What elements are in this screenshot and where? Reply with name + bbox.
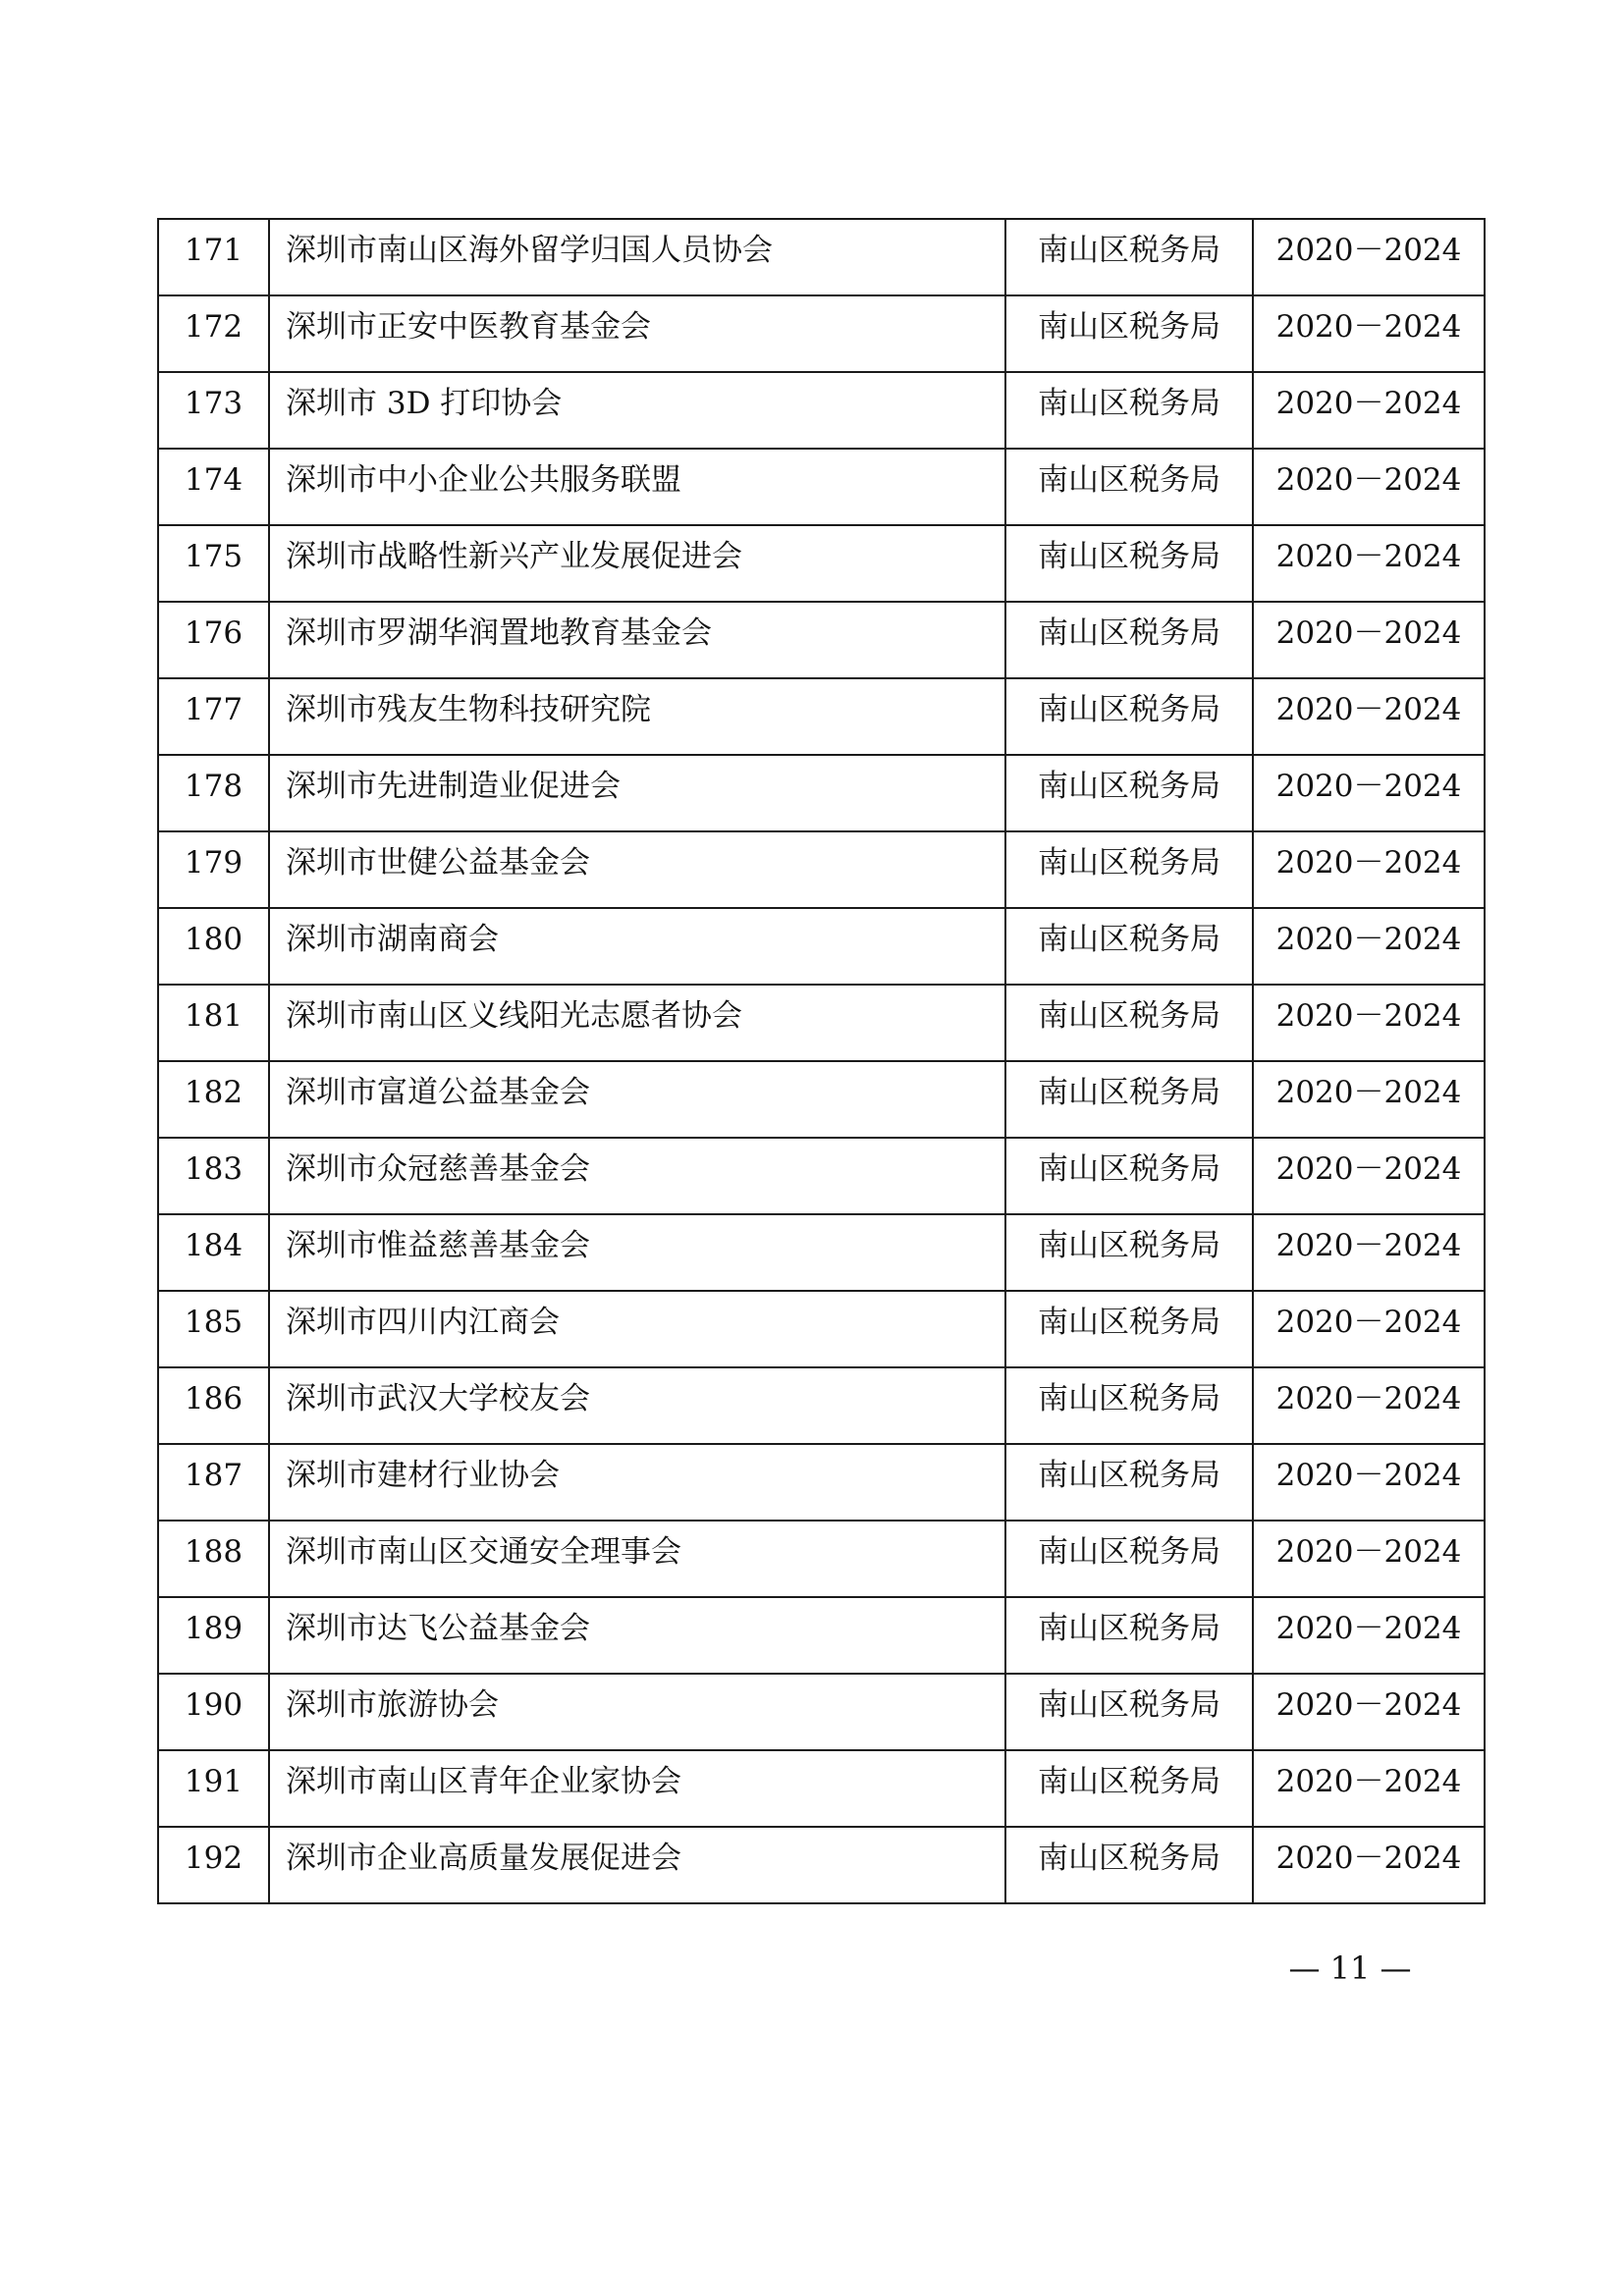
tax-bureau-cell [1005, 1061, 1253, 1138]
tax-bureau: 南山区税务局 [1038, 233, 1220, 268]
tax-bureau: 南山区税务局 [1038, 539, 1220, 574]
row-number-cell [158, 372, 269, 449]
table-row [158, 295, 1485, 372]
tax-bureau: 南山区税务局 [1038, 1841, 1220, 1876]
table-row [158, 1521, 1485, 1597]
organization-name: 深圳市 3D 打印协会 [286, 386, 563, 421]
row-number: 185 [184, 1305, 244, 1340]
validity-period-cell [1253, 295, 1485, 372]
validity-period: 2020－2024 [1275, 1687, 1462, 1723]
validity-period-cell [1253, 1291, 1485, 1367]
row-number: 183 [184, 1151, 244, 1187]
page-number: — 11 — [1288, 1949, 1412, 1987]
table-row [158, 831, 1485, 908]
validity-period: 2020－2024 [1275, 386, 1462, 421]
row-number-cell [158, 1061, 269, 1138]
tax-bureau: 南山区税务局 [1038, 462, 1220, 498]
validity-period: 2020－2024 [1275, 1151, 1462, 1187]
row-number: 187 [184, 1458, 244, 1493]
tax-bureau-cell [1005, 755, 1253, 831]
organization-name: 深圳市南山区海外留学归国人员协会 [286, 233, 773, 268]
organization-name-cell [269, 831, 1005, 908]
tax-bureau-cell [1005, 908, 1253, 985]
tax-bureau-cell [1005, 1597, 1253, 1674]
organization-name-cell [269, 755, 1005, 831]
organization-name-cell [269, 1444, 1005, 1521]
row-number-cell [158, 1214, 269, 1291]
row-number-cell [158, 1750, 269, 1827]
tax-bureau-cell [1005, 295, 1253, 372]
row-number: 191 [184, 1764, 244, 1799]
row-number: 186 [184, 1381, 244, 1416]
organization-name-cell [269, 449, 1005, 525]
row-number-cell [158, 602, 269, 678]
tax-bureau: 南山区税务局 [1038, 845, 1220, 881]
tax-bureau-cell [1005, 372, 1253, 449]
validity-period-cell [1253, 985, 1485, 1061]
row-number-cell [158, 1444, 269, 1521]
tax-bureau: 南山区税务局 [1038, 1687, 1220, 1723]
organization-name: 深圳市富道公益基金会 [286, 1075, 590, 1110]
organization-name-cell [269, 295, 1005, 372]
organization-name: 深圳市先进制造业促进会 [286, 769, 621, 804]
table-row [158, 678, 1485, 755]
row-number-cell [158, 755, 269, 831]
validity-period-cell [1253, 1750, 1485, 1827]
tax-bureau: 南山区税务局 [1038, 692, 1220, 727]
row-number: 182 [184, 1075, 244, 1110]
organization-name-cell [269, 1291, 1005, 1367]
organization-name: 深圳市南山区青年企业家协会 [286, 1764, 681, 1799]
organization-name: 深圳市中小企业公共服务联盟 [286, 462, 681, 498]
validity-period: 2020－2024 [1275, 922, 1462, 957]
row-number: 176 [184, 615, 244, 651]
organization-table [157, 218, 1486, 1904]
table-row [158, 908, 1485, 985]
organization-name-cell [269, 908, 1005, 985]
validity-period: 2020－2024 [1275, 1305, 1462, 1340]
organization-name-cell [269, 1674, 1005, 1750]
organization-name-cell [269, 372, 1005, 449]
tax-bureau-cell [1005, 1291, 1253, 1367]
validity-period: 2020－2024 [1275, 309, 1462, 345]
row-number-cell [158, 1367, 269, 1444]
table-row [158, 449, 1485, 525]
tax-bureau: 南山区税务局 [1038, 1151, 1220, 1187]
organization-name-cell [269, 602, 1005, 678]
table-row [158, 525, 1485, 602]
organization-name-cell [269, 1367, 1005, 1444]
validity-period-cell [1253, 1827, 1485, 1903]
row-number: 178 [184, 769, 244, 804]
row-number-cell [158, 449, 269, 525]
row-number: 175 [184, 539, 244, 574]
validity-period-cell [1253, 449, 1485, 525]
row-number-cell [158, 831, 269, 908]
organization-name-cell [269, 985, 1005, 1061]
tax-bureau: 南山区税务局 [1038, 1075, 1220, 1110]
validity-period: 2020－2024 [1275, 1611, 1462, 1646]
tax-bureau: 南山区税务局 [1038, 386, 1220, 421]
row-number: 181 [184, 998, 244, 1034]
organization-name: 深圳市达飞公益基金会 [286, 1611, 590, 1646]
row-number-cell [158, 678, 269, 755]
tax-bureau-cell [1005, 1827, 1253, 1903]
validity-period: 2020－2024 [1275, 233, 1462, 268]
organization-name: 深圳市旅游协会 [286, 1687, 499, 1723]
validity-period: 2020－2024 [1275, 769, 1462, 804]
table-row [158, 1827, 1485, 1903]
tax-bureau-cell [1005, 831, 1253, 908]
validity-period: 2020－2024 [1275, 1075, 1462, 1110]
table-row [158, 755, 1485, 831]
row-number-cell [158, 1597, 269, 1674]
validity-period: 2020－2024 [1275, 1458, 1462, 1493]
validity-period: 2020－2024 [1275, 462, 1462, 498]
organization-name: 深圳市企业高质量发展促进会 [286, 1841, 681, 1876]
tax-bureau-cell [1005, 678, 1253, 755]
validity-period-cell [1253, 1674, 1485, 1750]
validity-period: 2020－2024 [1275, 615, 1462, 651]
organization-name-cell [269, 1214, 1005, 1291]
validity-period-cell [1253, 219, 1485, 295]
tax-bureau: 南山区税务局 [1038, 1611, 1220, 1646]
organization-name-cell [269, 1521, 1005, 1597]
validity-period-cell [1253, 602, 1485, 678]
table-row [158, 1444, 1485, 1521]
validity-period-cell [1253, 831, 1485, 908]
tax-bureau: 南山区税务局 [1038, 615, 1220, 651]
organization-name-cell [269, 525, 1005, 602]
organization-name: 深圳市武汉大学校友会 [286, 1381, 590, 1416]
validity-period: 2020－2024 [1275, 1381, 1462, 1416]
row-number-cell [158, 525, 269, 602]
tax-bureau-cell [1005, 1750, 1253, 1827]
row-number: 177 [184, 692, 244, 727]
organization-name-cell [269, 1061, 1005, 1138]
validity-period-cell [1253, 908, 1485, 985]
organization-name: 深圳市残友生物科技研究院 [286, 692, 651, 727]
tax-bureau-cell [1005, 602, 1253, 678]
organization-name: 深圳市南山区交通安全理事会 [286, 1534, 681, 1570]
tax-bureau-cell [1005, 1674, 1253, 1750]
organization-name: 深圳市南山区义线阳光志愿者协会 [286, 998, 742, 1034]
tax-bureau: 南山区税务局 [1038, 1534, 1220, 1570]
table-row [158, 1291, 1485, 1367]
tax-bureau: 南山区税务局 [1038, 1228, 1220, 1263]
validity-period-cell [1253, 372, 1485, 449]
table-row [158, 1750, 1485, 1827]
table-row [158, 1367, 1485, 1444]
row-number-cell [158, 1827, 269, 1903]
organization-name: 深圳市罗湖华润置地教育基金会 [286, 615, 712, 651]
validity-period: 2020－2024 [1275, 539, 1462, 574]
validity-period: 2020－2024 [1275, 1764, 1462, 1799]
validity-period-cell [1253, 1597, 1485, 1674]
row-number: 179 [184, 845, 244, 881]
tax-bureau: 南山区税务局 [1038, 1764, 1220, 1799]
validity-period-cell [1253, 525, 1485, 602]
organization-name: 深圳市正安中医教育基金会 [286, 309, 651, 345]
tax-bureau: 南山区税务局 [1038, 1458, 1220, 1493]
validity-period: 2020－2024 [1275, 692, 1462, 727]
validity-period-cell [1253, 1521, 1485, 1597]
validity-period-cell [1253, 755, 1485, 831]
organization-table-body [158, 219, 1485, 1903]
organization-name: 深圳市湖南商会 [286, 922, 499, 957]
tax-bureau-cell [1005, 525, 1253, 602]
organization-name: 深圳市建材行业协会 [286, 1458, 560, 1493]
organization-name-cell [269, 1750, 1005, 1827]
tax-bureau: 南山区税务局 [1038, 922, 1220, 957]
validity-period: 2020－2024 [1275, 845, 1462, 881]
tax-bureau: 南山区税务局 [1038, 309, 1220, 345]
organization-name: 深圳市众冠慈善基金会 [286, 1151, 590, 1187]
row-number-cell [158, 1521, 269, 1597]
organization-name: 深圳市四川内江商会 [286, 1305, 560, 1340]
row-number-cell [158, 295, 269, 372]
organization-name-cell [269, 678, 1005, 755]
row-number: 174 [184, 462, 244, 498]
table-row [158, 1061, 1485, 1138]
tax-bureau-cell [1005, 985, 1253, 1061]
table-row [158, 219, 1485, 295]
tax-bureau: 南山区税务局 [1038, 998, 1220, 1034]
row-number: 189 [184, 1611, 244, 1646]
organization-name-cell [269, 1138, 1005, 1214]
validity-period: 2020－2024 [1275, 1534, 1462, 1570]
row-number: 188 [184, 1534, 244, 1570]
validity-period-cell [1253, 1367, 1485, 1444]
tax-bureau-cell [1005, 1367, 1253, 1444]
row-number: 172 [184, 309, 244, 345]
validity-period-cell [1253, 1214, 1485, 1291]
table-row [158, 1138, 1485, 1214]
validity-period-cell [1253, 678, 1485, 755]
tax-bureau: 南山区税务局 [1038, 1305, 1220, 1340]
table-row [158, 602, 1485, 678]
organization-name: 深圳市战略性新兴产业发展促进会 [286, 539, 742, 574]
table-row [158, 372, 1485, 449]
tax-bureau-cell [1005, 1138, 1253, 1214]
row-number-cell [158, 1138, 269, 1214]
validity-period-cell [1253, 1444, 1485, 1521]
tax-bureau: 南山区税务局 [1038, 1381, 1220, 1416]
organization-name-cell [269, 1827, 1005, 1903]
tax-bureau: 南山区税务局 [1038, 769, 1220, 804]
validity-period: 2020－2024 [1275, 1228, 1462, 1263]
validity-period-cell [1253, 1061, 1485, 1138]
row-number: 171 [184, 233, 244, 268]
tax-bureau-cell [1005, 449, 1253, 525]
row-number-cell [158, 219, 269, 295]
table-row [158, 1674, 1485, 1750]
validity-period-cell [1253, 1138, 1485, 1214]
table-row [158, 1597, 1485, 1674]
organization-name: 深圳市惟益慈善基金会 [286, 1228, 590, 1263]
organization-name-cell [269, 1597, 1005, 1674]
table-row [158, 1214, 1485, 1291]
validity-period: 2020－2024 [1275, 1841, 1462, 1876]
row-number: 190 [184, 1687, 244, 1723]
tax-bureau-cell [1005, 1214, 1253, 1291]
row-number-cell [158, 908, 269, 985]
validity-period: 2020－2024 [1275, 998, 1462, 1034]
organization-name-cell [269, 219, 1005, 295]
tax-bureau-cell [1005, 219, 1253, 295]
row-number: 192 [184, 1841, 244, 1876]
row-number-cell [158, 985, 269, 1061]
table-row [158, 985, 1485, 1061]
row-number: 184 [184, 1228, 244, 1263]
tax-bureau-cell [1005, 1521, 1253, 1597]
row-number: 173 [184, 386, 244, 421]
organization-name: 深圳市世健公益基金会 [286, 845, 590, 881]
row-number-cell [158, 1291, 269, 1367]
tax-bureau-cell [1005, 1444, 1253, 1521]
row-number-cell [158, 1674, 269, 1750]
row-number: 180 [184, 922, 244, 957]
